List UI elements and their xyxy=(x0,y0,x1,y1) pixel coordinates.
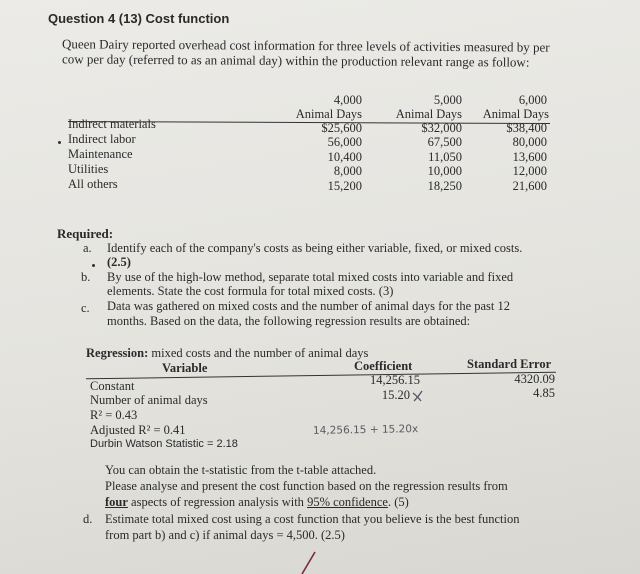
row-label-indirect-materials: Indirect materials xyxy=(68,117,156,131)
closing-mid: aspects of regression analysis with xyxy=(127,495,308,509)
regression-title-rest: mixed costs and the number of animal days xyxy=(148,346,369,360)
cell: 8,000 xyxy=(333,164,362,178)
cell: 15,200 xyxy=(327,179,362,193)
col-header-2-top: 5,000 xyxy=(433,93,462,107)
cell: 80,000 xyxy=(512,135,547,149)
item-c-line-2: months. Based on the data, the following regression results are obtained: xyxy=(107,314,471,328)
row-label-utilities: Utilities xyxy=(68,162,109,176)
item-b-marker: b. xyxy=(81,270,91,284)
closing-end: . (5) xyxy=(387,495,409,509)
intro-line-2: cow per day (referred to as an animal day) within the production relevant range as follow: xyxy=(61,51,530,70)
regression-title-bold: Regression: xyxy=(86,346,149,360)
col-variable: Variable xyxy=(162,361,208,375)
item-c-marker: c. xyxy=(81,301,90,315)
cell: 56,000 xyxy=(327,135,362,149)
col-header-3-top: 6,000 xyxy=(518,93,547,107)
closing-line-1: You can obtain the t-statistic from the t-table attached. xyxy=(105,463,377,477)
item-a-line-2: (2.5) xyxy=(107,255,131,269)
cell: $25,600 xyxy=(321,121,362,135)
item-d-line-2: from part b) and c) if animal days = 4,500. (2.5) xyxy=(105,528,345,542)
item-d-marker: d. xyxy=(83,512,93,526)
cell: 18,250 xyxy=(427,179,462,193)
intro-line-1: Queen Dairy reported overhead cost information for three levels of activities measured by per xyxy=(61,36,550,55)
closing-confidence: 95% confidence xyxy=(307,495,388,509)
col-header-1-bottom: Animal Days xyxy=(295,107,362,121)
required-heading: Required: xyxy=(57,226,114,241)
reg-row-constant-coef: 14,256.15 xyxy=(370,373,420,387)
col-header-3-bottom: Animal Days xyxy=(482,107,549,121)
reg-row-constant-se: 4320.09 xyxy=(514,372,555,386)
col-header-1-top: 4,000 xyxy=(333,93,362,107)
row-label-maintenance: Maintenance xyxy=(68,147,133,161)
regression-title xyxy=(86,346,368,361)
cell: 10,400 xyxy=(327,150,362,164)
reg-row-constant-label: Constant xyxy=(90,379,135,393)
reg-row-animal-days-coef: 15.20 xyxy=(381,388,410,402)
durbin-watson: Durbin Watson Statistic = 2.18 xyxy=(90,438,238,450)
cell: 10,000 xyxy=(427,164,462,178)
col-coefficient: Coefficient xyxy=(354,359,413,373)
row-label-all-others: All others xyxy=(68,177,118,191)
cell: 67,500 xyxy=(427,135,462,149)
item-c-line-1: Data was gathered on mixed costs and the number of animal days for the past 12 xyxy=(107,299,511,313)
cell: 21,600 xyxy=(512,179,547,193)
cell: $38,400 xyxy=(506,121,547,135)
row-label-indirect-labor: Indirect labor xyxy=(68,132,136,146)
cell: 11,050 xyxy=(428,150,462,164)
handwritten-x-mark xyxy=(411,389,427,403)
reg-row-animal-days-se: 4.85 xyxy=(533,386,555,400)
reg-row-animal-days-label: Number of animal days xyxy=(90,393,208,407)
pen-dot-1 xyxy=(58,141,61,144)
adjusted-r-squared: Adjusted R² = 0.41 xyxy=(90,423,186,437)
item-a-line-1: Identify each of the company's costs as being either variable, fixed, or mixed costs. xyxy=(107,241,523,255)
pen-dot-2 xyxy=(92,264,95,267)
item-b-line-1: By use of the high-low method, separate total mixed costs into variable and fixed xyxy=(107,270,514,284)
handwritten-equation: 14,256.15 + 15.20x xyxy=(312,423,419,437)
col-std-error: Standard Error xyxy=(467,357,552,371)
item-a-marker: a. xyxy=(83,241,92,255)
question-title: Question 4 (13) Cost function xyxy=(48,11,230,26)
cell: 12,000 xyxy=(512,164,547,178)
closing-line-3 xyxy=(105,495,409,510)
r-squared: R² = 0.43 xyxy=(90,408,138,422)
cell: 13,600 xyxy=(512,150,547,164)
closing-four: four xyxy=(105,495,128,509)
pen-stroke xyxy=(290,550,330,574)
closing-line-2: Please analyse and present the cost function based on the regression results from xyxy=(105,479,508,493)
item-d-line-1: Estimate total mixed cost using a cost function that you believe is the best function xyxy=(105,512,520,526)
item-b-line-2: elements. State the cost formula for total mixed costs. (3) xyxy=(107,284,394,298)
cell: $32,000 xyxy=(421,121,462,135)
col-header-2-bottom: Animal Days xyxy=(395,107,462,121)
